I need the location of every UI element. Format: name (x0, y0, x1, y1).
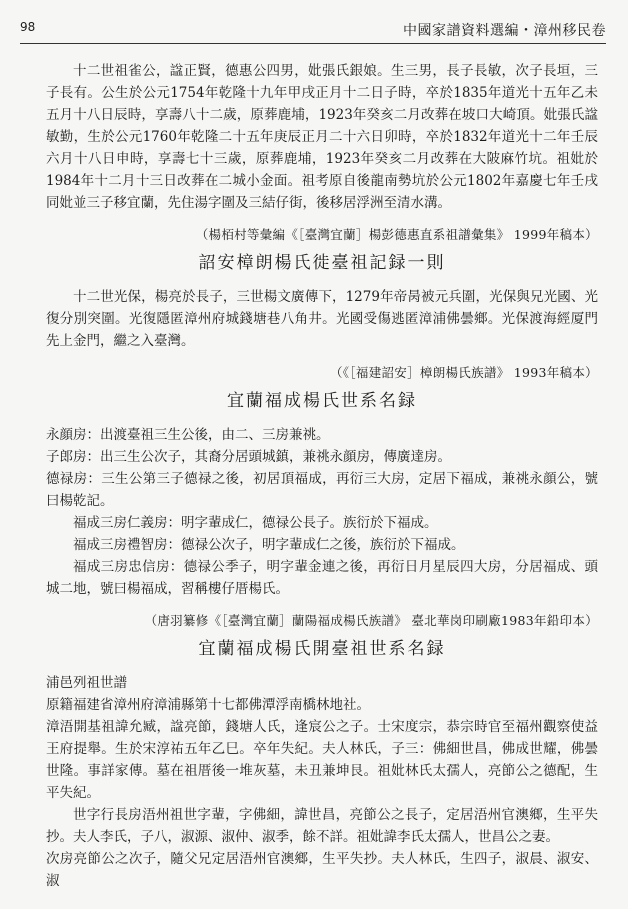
page-body (46, 60, 598, 892)
section3-title: 宜蘭福成楊氏世系名録 (227, 391, 417, 411)
section3-line: 福成三房仁義房：明字輩成仁，德禄公長子。族衍於下福成。 (73, 515, 438, 531)
section2-paragraph: 十二世光保，楊亮於長子，三世楊文廣傳下，1279年帝昺被元兵圍，光保與兄光國、光復分別突圍。光復隱匿漳州府城錢塘巷八角井。光國受傷逃匿漳浦佛曇鄉。光保渡海經厦門先上金門，繼之入臺灣。 (46, 289, 598, 349)
page-header (20, 20, 606, 40)
section4-para1: 漳浯開基祖諱允臧，諡亮節，錢塘人氏，逢宸公之子。士宋度宗，恭宗時官至福州觀察使益王府提舉。生於宋淳祐五年乙巳。卒年失紀。夫人林氏，子三：佛細世昌，佛成世耀，佛曇世隆。事詳家傳。墓在祖厝後一堆灰墓，未丑兼坤艮。祖妣林氏太孺人，亮節公之德配，生平失紀。 (46, 719, 598, 801)
section3-line: 德禄房：三生公第三子德禄之後，初居頂福成，再衍三大房，定居下福成，兼祧永顔公，號曰楊乾記。 (46, 471, 598, 509)
section1-paragraph: 十二世祖雀公，諡正賢，德惠公四男，妣張氏銀娘。生三男，長子長敏，次子長垣，三子長有。公生於公元1754年乾隆十九年甲戌正月十二日子時，卒於1835年道光十五年乙未五月十八日辰時，享壽八十二歲，原葬鹿埔，1923年癸亥二月改葬在坡口大崎頂。妣張氏諡敏勤，生於公元1760年乾隆二十五年庚辰正月二十六日卯時，卒於1832年道光十二年壬辰六月十八日申時，享壽七十三歲，原葬鹿埔，1923年癸亥二月改葬在大陂麻竹坑。祖妣於1984年十二月十三日改葬在二城小金面。祖考原自後龍南勢坑於公元1802年嘉慶七年壬戌同妣並三子移宜蘭，先住湯字圍及三結仔街，後移居浮洲至清水溝。 (46, 63, 598, 211)
section1-citation: （楊栢村等彙編《［臺灣宜蘭］楊彭德惠直系祖譜彙集》 1999年稿本） (195, 227, 598, 242)
section3-citation: （唐羽纂修《［臺灣宜蘭］蘭陽福成楊氏族譜》 臺北華岗印刷廠1983年鉛印本） (144, 613, 598, 628)
section2-title: 詔安樟朗楊氏徙臺祖記録一則 (198, 253, 446, 273)
page-number: 98 (20, 20, 36, 34)
section4-line2: 原籍福建省漳州府漳浦縣第十七都佛潭浮南橋林地社。 (46, 697, 370, 713)
header-rule (20, 43, 606, 44)
section4-title: 宜蘭福成楊氏開臺祖世系名録 (198, 639, 446, 659)
section3-line: 永顔房：出渡臺祖三生公後，由二、三房兼祧。 (46, 427, 330, 443)
section4-para2: 世字行長房浯州祖世字輩，字佛細，諱世昌，亮節公之長子，定居浯州官澳鄉，生平失抄。夫人李氏，子八，淑源、淑仲、淑季，餘不詳。祖妣諱李氏太孺人，世昌公之妻。 (46, 807, 598, 845)
section4-line1: 浦邑列祖世譜 (46, 675, 127, 691)
section2-citation: （《［福建詔安］樟朗楊氏族譜》 1993年稿本） (330, 365, 598, 380)
section3-line: 子郎房：出三生公次子，其裔分居頭城鎮，兼祧永顔房，傳廣達房。 (46, 449, 451, 465)
section4-para3: 次房亮節公之次子，隨父兄定居浯州官澳鄉，生平失抄。夫人林氏，生四子，淑晨、淑安、淑 (46, 851, 598, 889)
running-title: 中國家譜資料選編・漳州移民卷 (403, 23, 606, 39)
section3-line: 福成三房禮智房：德禄公次子，明字輩成仁之後，族衍於下福成。 (73, 537, 465, 553)
section3-line: 福成三房忠信房：德禄公季子，明字輩金連之後，再衍日月星辰四大房，分居福成、頭城二地，號曰楊福成，習稱樓仔厝楊氏。 (46, 559, 598, 597)
